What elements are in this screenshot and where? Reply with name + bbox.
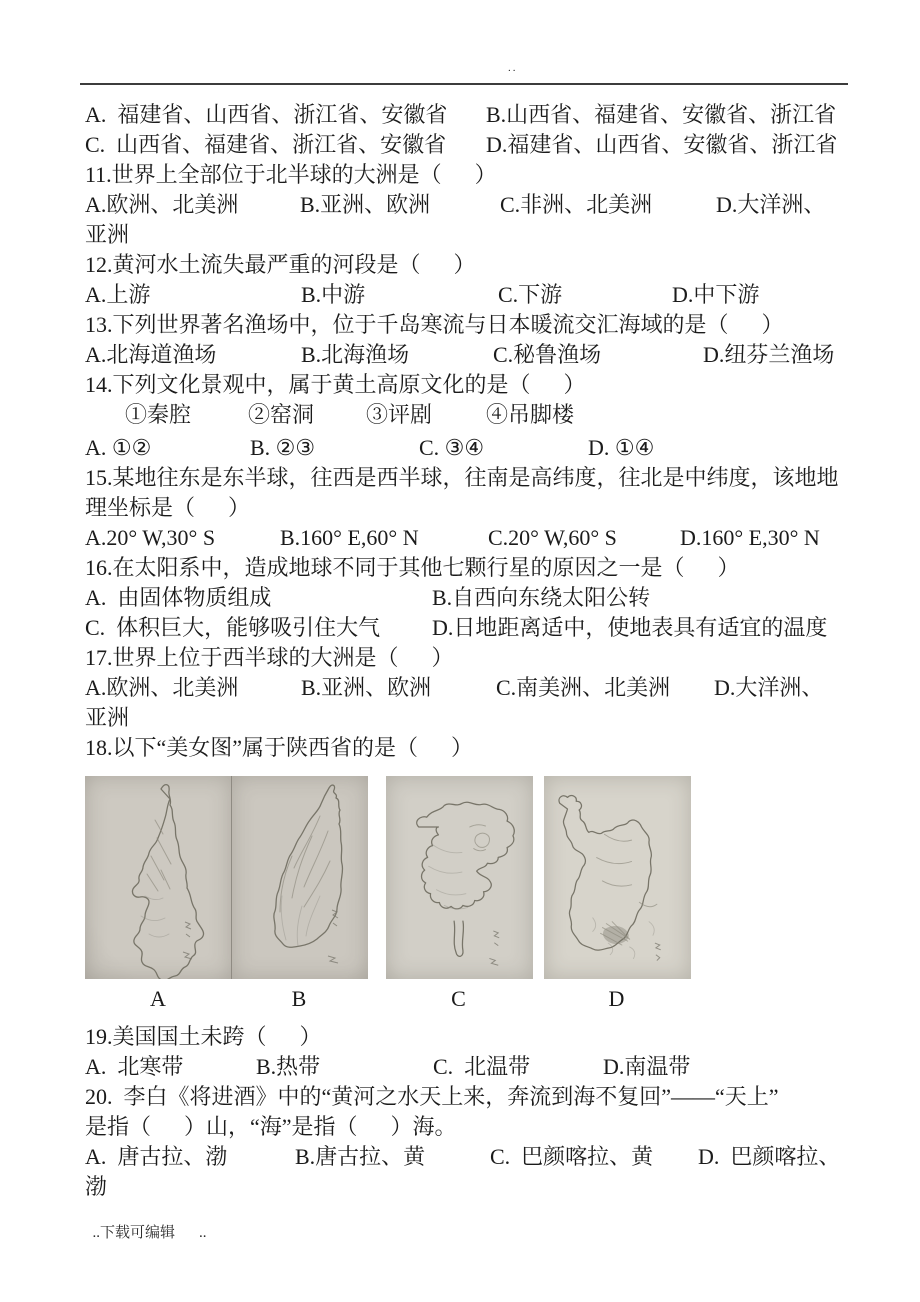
header-page-mark: ..	[508, 62, 518, 74]
question-14-text: 14.下列文化景观中，属于黄土高原文化的是（ ）	[85, 372, 586, 397]
q14-item-3: ③评剧	[366, 402, 433, 427]
province-outline-sketch-c	[386, 776, 533, 979]
question-15-text-line2: 理坐标是（ ）	[85, 495, 251, 520]
question-12-options	[85, 280, 855, 310]
question-16-options-row-1	[85, 583, 855, 613]
q13-option-b: B.北海渔场	[301, 342, 410, 367]
q15-option-a: A.20° W,30° S	[85, 525, 216, 550]
page-footer	[85, 1204, 207, 1242]
question-16-text: 16.在太阳系中，造成地球不同于其他七颗行星的原因之一是（ ）	[85, 555, 740, 580]
question-11-text: 11.世界上全部位于北半球的大洲是（ ）	[85, 162, 497, 187]
q14-option-c: C. ③④	[419, 435, 485, 460]
q11-option-b: B.亚洲、欧洲	[300, 192, 431, 217]
question-20-option-d-wrap: 渤	[85, 1174, 108, 1199]
question-11-options	[85, 190, 855, 220]
province-outline-sketch-a	[85, 776, 231, 979]
question-13-text: 13.下列世界著名渔场中，位于千岛寒流与日本暖流交汇海域的是（ ）	[85, 312, 784, 337]
q16-option-a: A. 由固体物质组成	[85, 585, 272, 610]
q11-option-a: A.欧洲、北美洲	[85, 192, 239, 217]
q17-option-b: B.亚洲、欧洲	[301, 675, 432, 700]
question-13-options	[85, 340, 855, 370]
province-sketch-image-a	[85, 776, 231, 979]
q15-option-c: C.20° W,60° S	[488, 525, 617, 550]
province-sketch-image-b	[231, 776, 368, 979]
q12-option-a: A.上游	[85, 282, 151, 307]
question-10-options-row-1	[85, 100, 855, 130]
q20-option-b: B.唐古拉、黄	[295, 1144, 426, 1169]
q12-option-c: C.下游	[498, 282, 563, 307]
question-20-options	[85, 1142, 855, 1172]
header-rule	[80, 83, 848, 85]
question-20-text-line1: 20. 李白《将进酒》中的“黄河之水天上来，奔流到海不复回”——“天上”	[85, 1084, 779, 1109]
footer-download-note: ..下载可编辑	[92, 1225, 176, 1241]
q19-option-c: C. 北温带	[433, 1054, 531, 1079]
q20-option-a: A. 唐古拉、渤	[85, 1144, 228, 1169]
q20-option-d: D. 巴颜喀拉、	[698, 1144, 841, 1169]
question-19-text: 19.美国国土未跨（ ）	[85, 1024, 322, 1049]
q19-option-a: A. 北寒带	[85, 1054, 184, 1079]
figure-label-d: D	[608, 986, 625, 1011]
q17-option-c: C.南美洲、北美洲	[496, 675, 671, 700]
q17-option-a: A.欧洲、北美洲	[85, 675, 239, 700]
question-20-text-line2: 是指（ ）山，“海”是指（ ）海。	[85, 1114, 457, 1139]
q14-option-b: B. ②③	[250, 435, 316, 460]
q10-option-d: D.福建省、山西省、安徽省、浙江省	[486, 132, 838, 157]
figure-label-b: B	[291, 986, 307, 1011]
question-18-figure-strip	[85, 776, 855, 979]
question-12-text: 12.黄河水土流失最严重的河段是（ ）	[85, 252, 476, 277]
q16-option-b: B.自西向东绕太阳公转	[432, 585, 651, 610]
question-14-items	[85, 400, 855, 430]
question-18-figure-labels	[85, 984, 855, 1014]
province-sketch-image-c	[386, 776, 533, 979]
q14-option-d: D. ①④	[588, 435, 655, 460]
q19-option-d: D.南温带	[603, 1054, 691, 1079]
q14-item-2: ②窑洞	[248, 402, 315, 427]
question-17-option-d-wrap: 亚洲	[85, 705, 130, 730]
figure-label-a: A	[150, 986, 166, 1011]
province-outline-sketch-b	[232, 776, 368, 979]
province-sketch-image-d	[544, 776, 691, 979]
question-15-text-line1: 15.某地往东是东半球，往西是西半球，往南是高纬度，往北是中纬度，该地地	[85, 465, 839, 490]
question-19-options	[85, 1052, 855, 1082]
question-17-options	[85, 673, 855, 703]
q13-option-c: C.秘鲁渔场	[493, 342, 602, 367]
q10-option-a: A. 福建省、山西省、浙江省、安徽省	[85, 102, 448, 127]
question-17-text: 17.世界上位于西半球的大洲是（ ）	[85, 645, 454, 670]
q13-option-a: A.北海道渔场	[85, 342, 217, 367]
footer-dots: ..	[199, 1225, 207, 1241]
q12-option-b: B.中游	[301, 282, 366, 307]
q14-item-1: ①秦腔	[125, 402, 192, 427]
question-16-options-row-2	[85, 613, 855, 643]
province-outline-sketch-d	[544, 776, 691, 979]
figure-label-c: C	[451, 986, 466, 1011]
q11-option-d: D.大洋洲、	[716, 192, 826, 217]
q15-option-d: D.160° E,30° N	[680, 525, 820, 550]
q16-option-c: C. 体积巨大，能够吸引住大气	[85, 615, 381, 640]
q12-option-d: D.中下游	[672, 282, 760, 307]
question-10-options-row-2	[85, 130, 855, 160]
q10-option-b: B.山西省、福建省、安徽省、浙江省	[486, 102, 837, 127]
q13-option-d: D.纽芬兰渔场	[703, 342, 835, 367]
q16-option-d: D.日地距离适中，使地表具有适宜的温度	[432, 615, 828, 640]
question-15-options	[85, 523, 855, 553]
q14-option-a: A. ①②	[85, 435, 152, 460]
q19-option-b: B.热带	[256, 1054, 321, 1079]
q15-option-b: B.160° E,60° N	[280, 525, 419, 550]
q10-option-c: C. 山西省、福建省、浙江省、安徽省	[85, 132, 447, 157]
q17-option-d: D.大洋洲、	[714, 675, 824, 700]
q14-item-4: ④吊脚楼	[486, 402, 575, 427]
q20-option-c: C. 巴颜喀拉、黄	[490, 1144, 654, 1169]
question-11-option-d-wrap: 亚洲	[85, 222, 130, 247]
exam-content	[85, 100, 855, 1202]
q11-option-c: C.非洲、北美洲	[500, 192, 653, 217]
question-14-options	[85, 433, 855, 463]
question-18-text: 18.以下“美女图”属于陕西省的是（ ）	[85, 735, 474, 760]
